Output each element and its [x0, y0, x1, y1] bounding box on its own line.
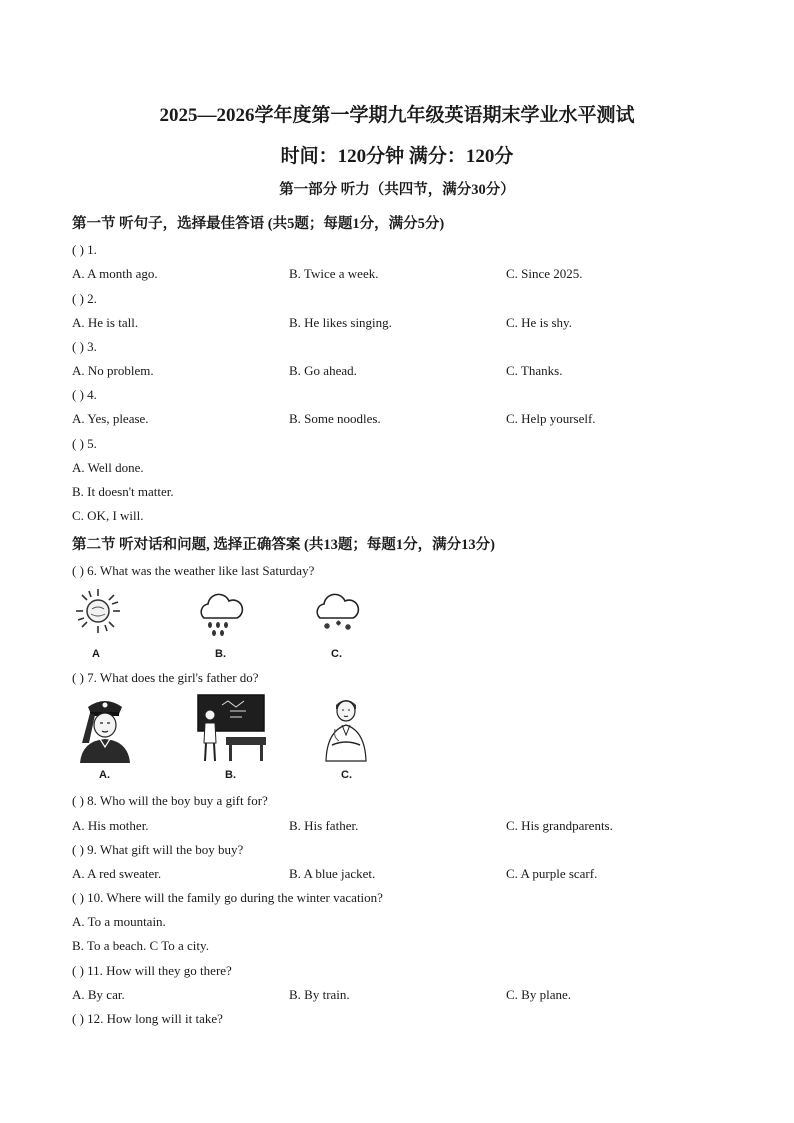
- q6-picture-label-b: B.: [215, 648, 226, 660]
- question-12-stem: ( ) 12. How long will it take?: [72, 1011, 223, 1026]
- question-8-stem: ( ) 8. Who will the boy buy a gift for?: [72, 793, 268, 808]
- question-3-option-b: B. Go ahead.: [289, 363, 357, 378]
- question-5-option-b: B. It doesn't matter.: [72, 484, 174, 499]
- question-4-stem: ( ) 4.: [72, 387, 97, 402]
- question-9-stem: ( ) 9. What gift will the boy buy?: [72, 842, 244, 857]
- question-11-option-b: B. By train.: [289, 987, 350, 1002]
- question-4-option-c: C. Help yourself.: [506, 411, 596, 426]
- question-10-option-a: A. To a mountain.: [72, 914, 166, 929]
- question-1-option-a: A. A month ago.: [72, 266, 158, 281]
- question-9-option-b: B. A blue jacket.: [289, 866, 376, 881]
- question-2-option-a: A. He is tall.: [72, 315, 139, 330]
- part-one-heading: 第一部分 听力（共四节，满分30分）: [279, 182, 515, 198]
- question-8-option-a: A. His mother.: [72, 818, 149, 833]
- question-3-stem: ( ) 3.: [72, 339, 97, 354]
- exam-time-score: 时间：120分钟 满分：120分: [280, 146, 514, 167]
- question-9-option-c: C. A purple scarf.: [506, 866, 598, 881]
- question-4-option-a: A. Yes, please.: [72, 411, 149, 426]
- question-4-option-b: B. Some noodles.: [289, 411, 381, 426]
- question-11-stem: ( ) 11. How will they go there?: [72, 963, 232, 978]
- exam-title: 2025—2026学年度第一学期九年级英语期末学业水平测试: [159, 105, 635, 126]
- section-two-heading: 第二节 听对话和问题, 选择正确答案 (共13题；每题1分，满分13分): [72, 537, 495, 553]
- q7-picture-label-a: A.: [99, 769, 110, 781]
- q7-picture-label-b: B.: [225, 769, 236, 781]
- police-officer-icon: [74, 693, 136, 763]
- question-10-option-bc: B. To a beach. C To a city.: [72, 938, 209, 953]
- snow-cloud-icon: [310, 590, 362, 638]
- question-2-stem: ( ) 2.: [72, 291, 97, 306]
- question-11-option-c: C. By plane.: [506, 987, 571, 1002]
- sun-icon: [74, 587, 122, 635]
- question-3-option-a: A. No problem.: [72, 363, 154, 378]
- teacher-blackboard-icon: [194, 693, 268, 763]
- question-11-option-a: A. By car.: [72, 987, 125, 1002]
- question-9-option-a: A. A red sweater.: [72, 866, 162, 881]
- q6-picture-label-c: C.: [331, 648, 342, 660]
- question-5-option-a: A. Well done.: [72, 460, 144, 475]
- question-1-option-c: C. Since 2025.: [506, 266, 583, 281]
- question-7-stem: ( ) 7. What does the girl's father do?: [72, 670, 259, 685]
- doctor-icon: [322, 693, 370, 763]
- question-2-option-c: C. He is shy.: [506, 315, 572, 330]
- question-6-stem: ( ) 6. What was the weather like last Saturday?: [72, 563, 315, 578]
- question-3-option-c: C. Thanks.: [506, 363, 563, 378]
- question-5-stem: ( ) 5.: [72, 436, 97, 451]
- q7-picture-label-c: C.: [341, 769, 352, 781]
- section-one-heading: 第一节 听句子，选择最佳答语 (共5题；每题1分，满分5分): [72, 216, 445, 232]
- question-1-stem: ( ) 1.: [72, 242, 97, 257]
- question-2-option-b: B. He likes singing.: [289, 315, 392, 330]
- question-8-option-c: C. His grandparents.: [506, 818, 613, 833]
- question-8-option-b: B. His father.: [289, 818, 359, 833]
- question-1-option-b: B. Twice a week.: [289, 266, 379, 281]
- q6-picture-label-a: A: [92, 648, 100, 660]
- question-5-option-c: C. OK, I will.: [72, 508, 144, 523]
- question-10-stem: ( ) 10. Where will the family go during the winter vacation?: [72, 890, 383, 905]
- rain-cloud-icon: [194, 590, 246, 638]
